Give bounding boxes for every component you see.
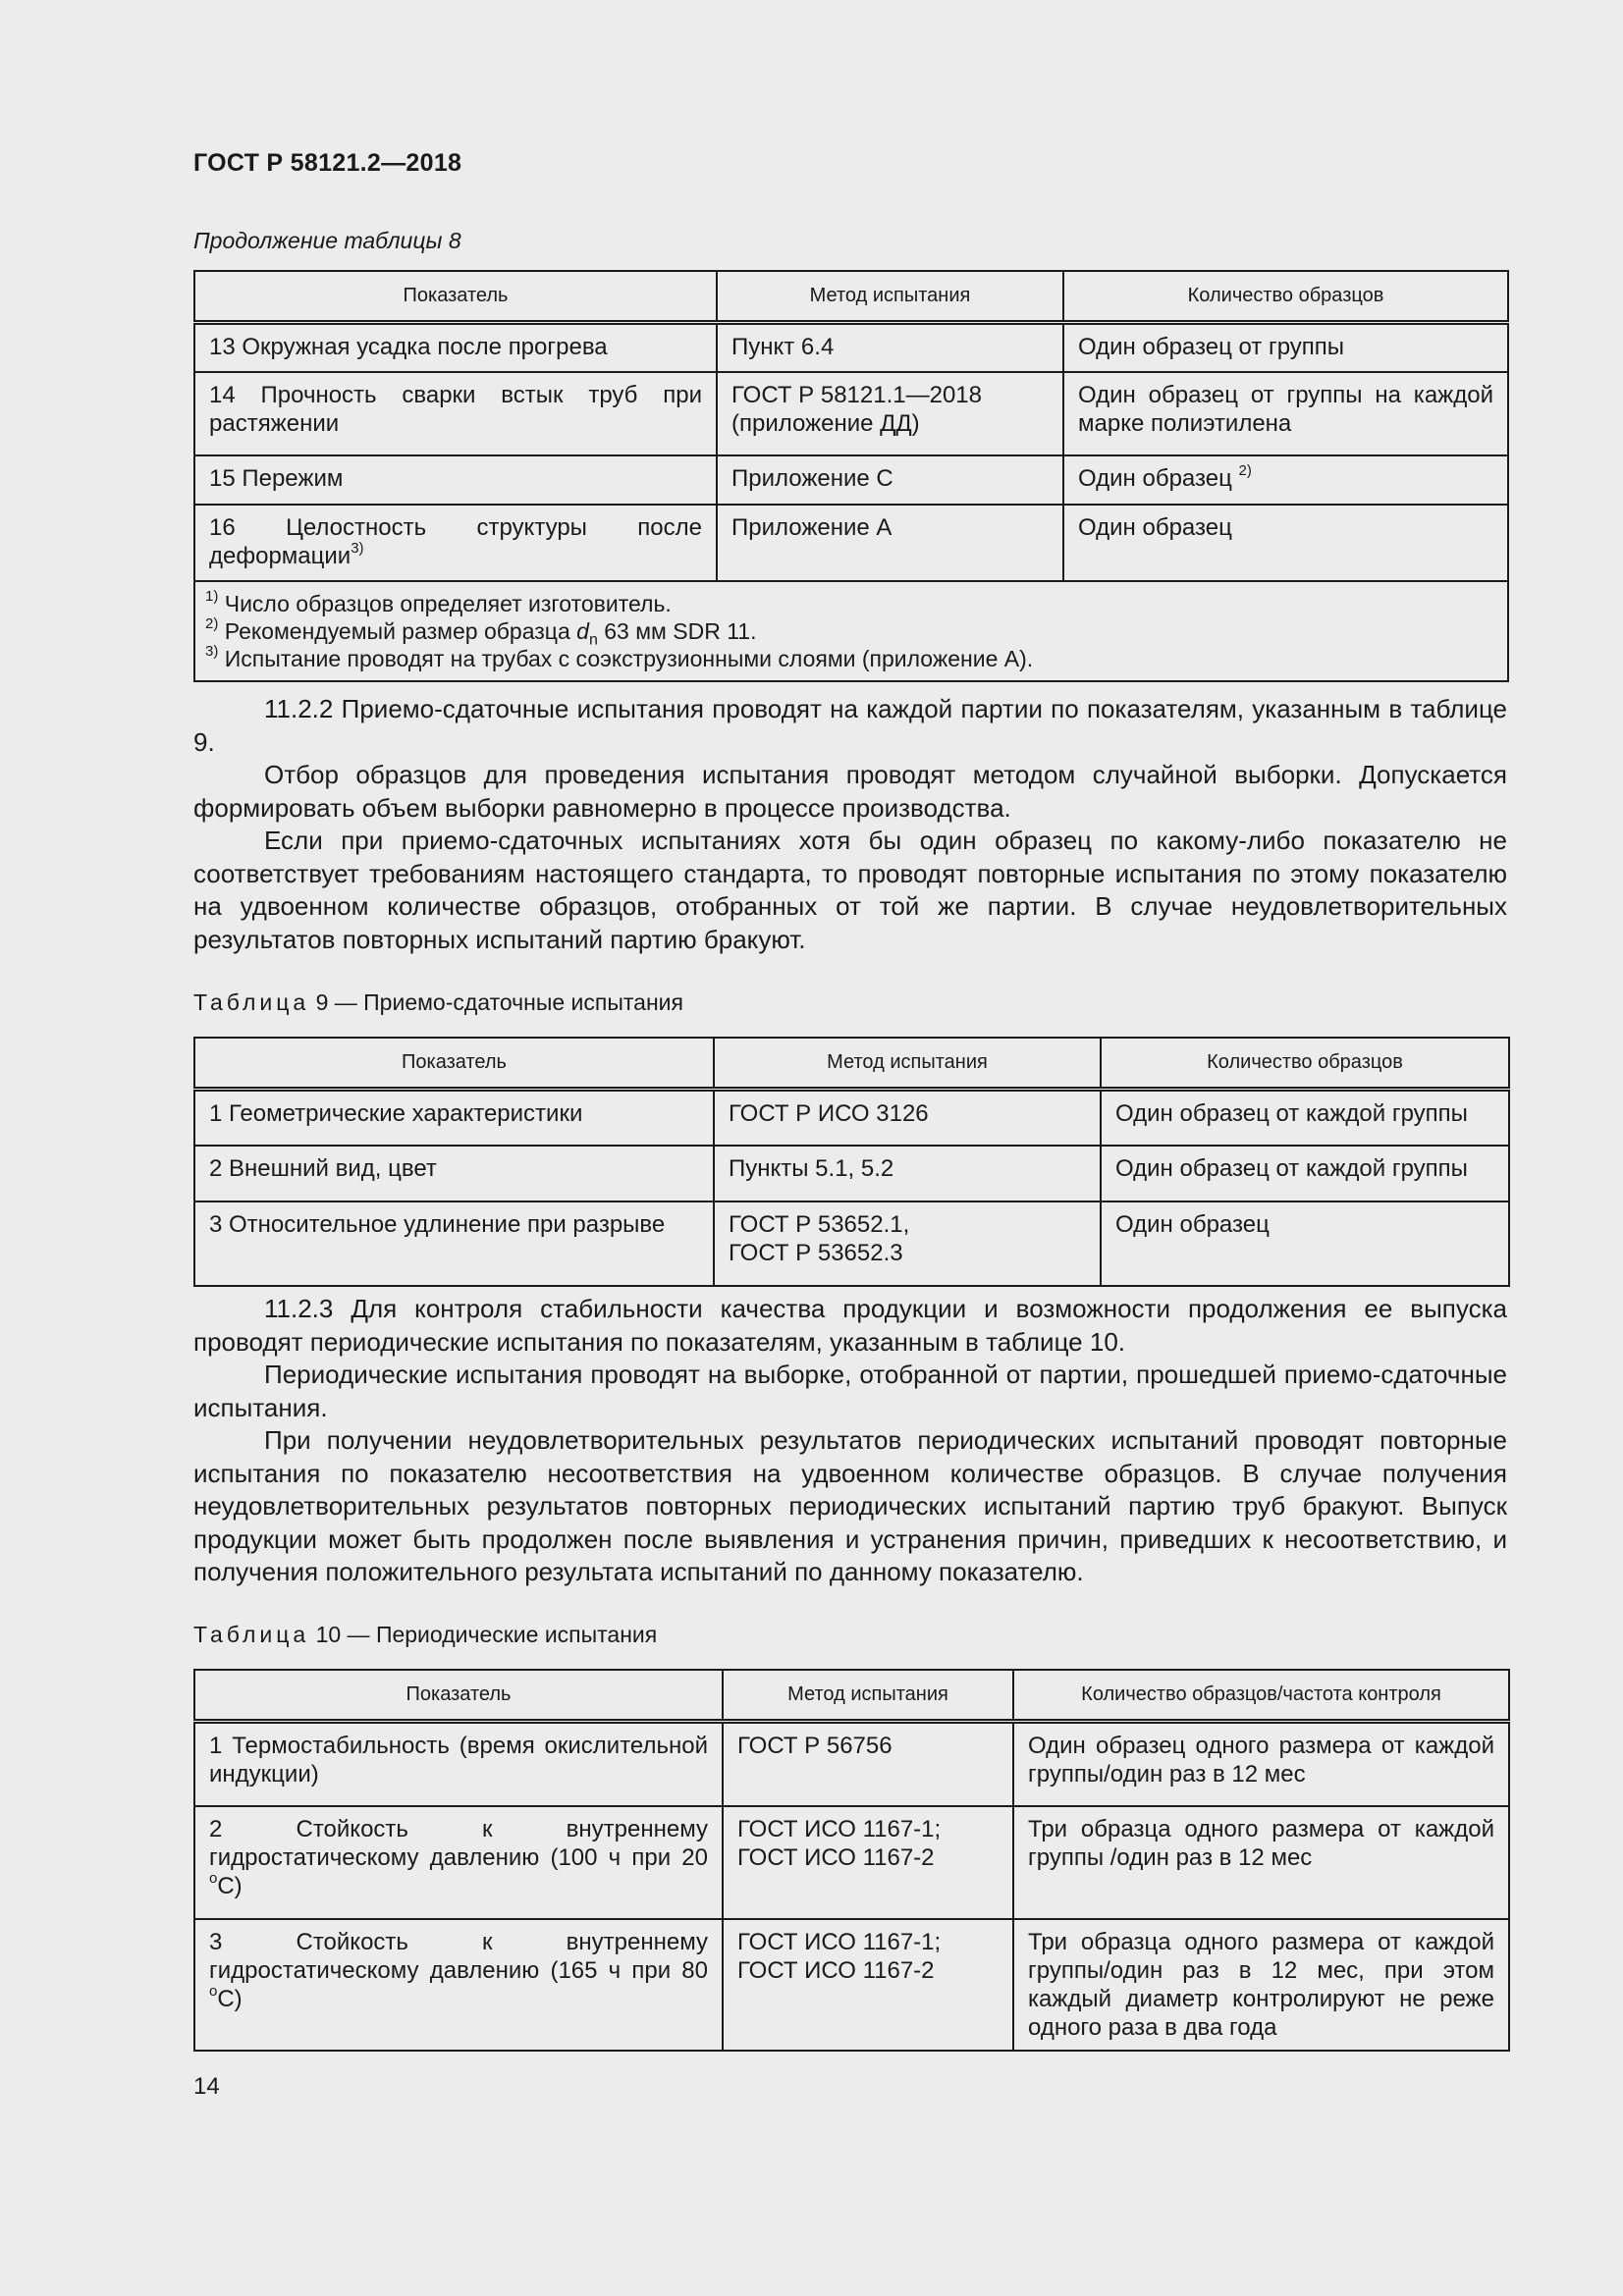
table10-cell-qty: Три образца одного размера от каждой группы/один раз в 12 мес, при этом каждый диаметр контролируют не реже одного раза в два года [1013,1919,1509,2051]
paragraph: 11.2.2 Приемо-сдаточные испытания проводят на каждой партии по показателям, указанным в таблице 9. [193,694,1507,757]
footnote-mark: 3) [351,539,364,557]
table9-cell-qty: Один образец от каждой группы [1101,1090,1509,1146]
method-line: ГОСТ Р 53652.3 [729,1239,903,1266]
table10-cell-method [723,1722,1013,1806]
method-line: ГОСТ Р 53652.1, [729,1210,910,1238]
method-line: ГОСТ ИСО 1167-2 [737,1956,935,1984]
table9-cell-method [714,1201,1101,1286]
document-id: ГОСТ Р 58121.2—2018 [193,149,462,177]
table9-header-row [194,1038,1509,1090]
table10-cell-qty: Один образец одного размера от каждой группы/один раз в 12 мес [1013,1722,1509,1806]
paragraph: Если при приемо-сдаточных испытаниях хотя бы один образец по какому-либо показателю не соответствует требованиям настоящего стандарта, то проводят повторные испытания по этому показателю на удвоенном количестве образцов, отобранных от той же партии. В случае неудовлетворительных результатов повторных испытаний партию бракуют. [193,826,1507,954]
table-row [194,1919,1509,2051]
table9-header-indicator: Показатель [194,1038,714,1090]
table-row [194,455,1508,505]
footnote-2 [205,614,1493,649]
table8-cell-method: Приложение С [717,455,1063,505]
table10 [193,1669,1510,2052]
footnote-text: Рекомендуемый размер образца [224,617,577,644]
indicator-text: С) [217,1872,243,1899]
method-line: ГОСТ ИСО 1167-2 [737,1843,935,1871]
indicator-text: 2 Стойкость к внутреннему гидростатическому давлению (100 ч при 20 [209,1815,708,1871]
table-title: 9 — Приемо-сдаточные испытания [309,989,683,1015]
indicator-text: 16 Целостность структуры после деформации [209,513,702,569]
table9-cell-qty: Один образец от каждой группы [1101,1146,1509,1201]
table-row [194,1806,1509,1919]
table-row [194,1146,1509,1201]
table9-cell-qty: Один образец [1101,1201,1509,1286]
paragraph: 11.2.3 Для контроля стабильности качества продукции и возможности продолжения ее выпуска проводят периодические испытания по показателям, указанным в таблице 10. [193,1294,1507,1357]
table8-cell-indicator: 13 Окружная усадка после прогрева [194,323,717,372]
paragraph: Периодические испытания проводят на выборке, отобранной от партии, прошедшей приемо-сдаточные испытания. [193,1360,1507,1422]
section-11-2-2 [193,693,1507,956]
table8-header-qty: Количество образцов [1063,271,1508,323]
degree-mark: о [209,1869,218,1887]
table10-cell-method [723,1919,1013,2051]
table9-cell-indicator: 1 Геометрические характеристики [194,1090,714,1146]
table8-cell-indicator [194,505,717,581]
table8-header-method: Метод испытания [717,271,1063,323]
table-row [194,323,1508,372]
table9-cell-indicator: 3 Относительное удлинение при разрыве [194,1201,714,1286]
table-row [194,1201,1509,1286]
table9-cell-indicator: 2 Внешний вид, цвет [194,1146,714,1201]
table8-cell-qty: Один образец [1063,505,1508,581]
table8 [193,270,1509,682]
paragraph: Отбор образцов для проведения испытания проводят методом случайной выборки. Допускается формировать объем выборки равномерно в процессе производства. [193,760,1507,823]
table8-cell-indicator: 14 Прочность сварки встык труб при растяжении [194,372,717,455]
table10-caption [193,1622,657,1648]
footnote-variable: d [576,617,589,644]
footnote-text: Число образцов определяет изготовитель. [224,590,672,616]
table8-cell-qty: Один образец от группы на каждой марке полиэтилена [1063,372,1508,455]
table10-cell-qty: Три образца одного размера от каждой группы /один раз в 12 мес [1013,1806,1509,1919]
table-row [194,372,1508,455]
table9 [193,1037,1510,1287]
table8-notes-row [194,581,1508,681]
table9-caption [193,989,683,1016]
table8-cell-method: ГОСТ Р 58121.1—2018 (приложение ДД) [717,372,1063,455]
table10-header-row [194,1670,1509,1722]
table10-cell-indicator [194,1919,723,2051]
table-label: Таблица [193,989,310,1015]
table8-notes [194,581,1508,681]
indicator-text: 3 Стойкость к внутреннему гидростатическому давлению (165 ч при 80 [209,1928,708,1984]
table9-cell-method: Пункты 5.1, 5.2 [714,1146,1101,1201]
table10-header-method: Метод испытания [723,1670,1013,1722]
table8-cell-method: Приложение А [717,505,1063,581]
table8-header-row [194,271,1508,323]
indicator-text: С) [217,1985,243,2012]
footnote-text: Испытание проводят на трубах с соэкструзионными слоями (приложение А). [224,645,1034,671]
method-line: ГОСТ ИСО 1167-1; [737,1928,942,1955]
footnote-text: 63 мм SDR 11. [597,617,757,644]
table8-cell-qty: Один образец от группы [1063,323,1508,372]
qty-text: Один образец [1078,464,1232,492]
section-11-2-3 [193,1293,1507,1589]
table10-header-qty: Количество образцов/частота контроля [1013,1670,1509,1722]
table9-cell-method: ГОСТ Р ИСО 3126 [714,1090,1101,1146]
table8-cell-indicator: 15 Пережим [194,455,717,505]
footnote-subscript: n [588,631,598,649]
method-line: ГОСТ Р 56756 [737,1733,893,1759]
footnote-1 [205,587,1493,617]
footnote-mark: 2) [205,614,219,632]
table8-cell-qty [1063,455,1508,505]
table8-caption: Продолжение таблицы 8 [193,228,461,253]
table10-cell-method [723,1806,1013,1919]
method-line: ГОСТ ИСО 1167-1; [737,1815,942,1842]
page-number: 14 [193,2073,220,2100]
footnote-mark: 1) [205,587,219,605]
table-title: 10 — Периодические испытания [309,1622,658,1647]
footnote-mark: 2) [1238,461,1252,479]
footnote-mark: 3) [205,642,219,660]
table-row [194,1090,1509,1146]
table8-header-indicator: Показатель [194,271,717,323]
table8-cell-method: Пункт 6.4 [717,323,1063,372]
table9-header-method: Метод испытания [714,1038,1101,1090]
paragraph: При получении неудовлетворительных результатов периодических испытаний проводят повторные испытания по показателю несоответствия на удвоенном количестве образцов. В случае получения неудовлетворительных результатов повторных периодических испытаний партию труб бракуют. Выпуск продукции может быть продолжен после выявления и устранения причин, приведших к несоответствию, и получения положительного результата испытаний по данному показателю. [193,1425,1507,1586]
table10-cell-indicator: 1 Термостабильность (время окислительной индукции) [194,1722,723,1806]
table-label: Таблица [193,1622,310,1647]
table9-header-qty: Количество образцов [1101,1038,1509,1090]
table10-header-indicator: Показатель [194,1670,723,1722]
degree-mark: о [209,1982,218,2000]
table-row [194,505,1508,581]
table-row [194,1722,1509,1806]
footnote-3 [205,642,1493,672]
table10-cell-indicator [194,1806,723,1919]
